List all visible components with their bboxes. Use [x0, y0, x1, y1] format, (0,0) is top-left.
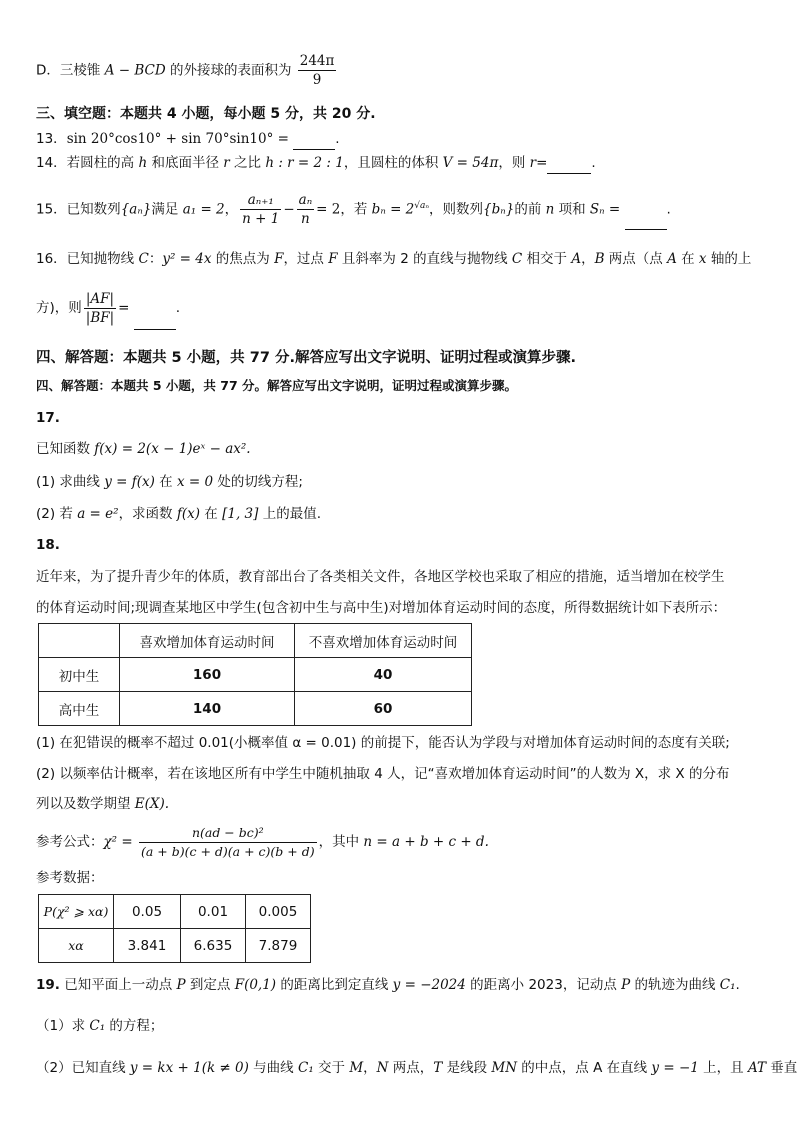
question-19 — [36, 974, 764, 996]
q15-text-3: ，若 — [340, 201, 372, 218]
surface-area-fraction — [298, 52, 337, 89]
q19-p2-N: N — [376, 1060, 389, 1076]
ref-cell: 0.01 — [181, 895, 246, 929]
ref-cell: xα — [39, 929, 114, 963]
q14-text-2: 和底面半径 — [147, 155, 224, 171]
q16-text: 16．已知抛物线 — [36, 251, 139, 267]
option-d-text-2: 的外接球的表面积为 — [165, 62, 296, 79]
ref-cell: 3.841 — [114, 929, 181, 963]
q16-den: |BF| — [85, 309, 115, 326]
ref-table-row — [39, 929, 311, 963]
ref-cell: 6.635 — [181, 929, 246, 963]
table-row — [39, 692, 472, 726]
q15-end: . — [666, 201, 671, 218]
q15-fraction-1 — [240, 191, 281, 228]
q14-end: . — [591, 155, 596, 171]
table-header-cell: 不喜欢增加体育运动时间 — [295, 624, 472, 658]
q16-F-2: F — [328, 251, 338, 267]
q16-text-9: 方)，则 — [36, 300, 82, 316]
q14-text: 14．若圆柱的高 — [36, 155, 139, 171]
section-4-title-repeat: 四、解答题：本题共 5 小题，共 77 分。解答应写出文字说明，证明过程或演算步骤。 — [36, 378, 518, 393]
q17-p2-interval: [1, 3] — [222, 506, 259, 522]
q19-p2-curve: C₁ — [297, 1060, 314, 1076]
q15-comma: ， — [224, 201, 239, 218]
q19-text-2: 到定点 — [185, 977, 235, 993]
q15-sn: Sₙ = — [589, 201, 625, 218]
ref-cell: 0.005 — [246, 895, 311, 929]
q16-text-3: ，过点 — [283, 251, 329, 267]
q15-sequence-a: {aₙ} — [120, 201, 152, 218]
table-header-cell — [39, 624, 120, 658]
q19-p1-curve: C₁ — [89, 1018, 106, 1034]
q18-data-table — [38, 623, 472, 726]
q18-part-2-line-2 — [36, 793, 764, 815]
q15-fraction-2 — [297, 191, 315, 228]
q19-p1-text-2: 的方程； — [105, 1018, 164, 1034]
q17-p2-fx: f(x) — [176, 506, 201, 522]
table-cell: 140 — [120, 692, 295, 726]
q18-reference-label: 参考数据： — [36, 870, 104, 886]
q16-ratio-fraction — [84, 290, 116, 327]
q16-end: . — [175, 300, 181, 316]
q19-p2-text-2: 与曲线 — [248, 1060, 298, 1076]
q14-text-3: 之比 — [229, 155, 266, 171]
q14-text-4: ，且圆柱的体积 — [343, 155, 443, 171]
q19-p2-comma: ， — [363, 1060, 377, 1076]
q15-answer-blank[interactable] — [625, 215, 667, 230]
table-cell: 初中生 — [39, 658, 120, 692]
q14-r-2: r — [529, 155, 537, 171]
q18-part-1: (1) 在犯错误的概率不超过 0.01(小概率值 α = 0.01) 的前提下，能否认为学段与对增加体育运动时间的态度有关联; — [36, 735, 730, 751]
chi-square: χ² = — [103, 834, 137, 850]
q19-number: 19. — [36, 977, 60, 993]
q17-p1-curve: y = f(x) — [104, 474, 155, 490]
formula-label: 参考公式： — [36, 834, 104, 850]
option-d-text: D．三棱锥 — [36, 62, 105, 79]
q19-fixed-point: F(0,1) — [234, 977, 277, 993]
q16-A-2: A — [667, 251, 677, 267]
table-cell: 160 — [120, 658, 295, 692]
q17-p1-x0: x = 0 — [176, 474, 214, 490]
q14-ratio: h : r = 2 : 1 — [265, 155, 344, 171]
q15-num-1: aₙ₊₁ — [240, 191, 281, 210]
q16-text-2: 的焦点为 — [211, 251, 275, 267]
table-row — [39, 658, 472, 692]
q17-p2-text-4: 上的最值. — [258, 506, 321, 522]
question-16-line-2 — [36, 286, 764, 330]
q19-p2-text-6: 的中点，点 A 在直线 — [517, 1060, 652, 1076]
table-cell: 40 — [295, 658, 472, 692]
q14-answer-blank[interactable] — [547, 159, 591, 174]
q15-num-2: aₙ — [298, 192, 313, 208]
q19-text: 已知平面上一动点 — [59, 977, 177, 993]
question-14 — [36, 152, 764, 174]
q13-expression: sin 20°cos10° + sin 70°sin10° = — [66, 131, 294, 147]
ref-cell: 0.05 — [114, 895, 181, 929]
q19-part-1 — [36, 1015, 764, 1037]
table-cell: 高中生 — [39, 692, 120, 726]
q14-eq: = — [536, 155, 548, 171]
q17-p1-text-3: 处的切线方程; — [213, 474, 303, 490]
ref-cell: P(χ² ⩾ xα) — [39, 895, 114, 929]
q19-text-3: 的距离比到定直线 — [276, 977, 393, 993]
section-4-title: 四、解答题：本题共 5 小题，共 77 分.解答应写出文字说明、证明过程或演算步骤. — [36, 350, 576, 366]
q16-eq: = — [118, 300, 134, 316]
q16-text-4: 且斜率为 2 的直线与抛物线 — [337, 251, 512, 267]
q19-part-2 — [36, 1057, 797, 1079]
q17-p1-text-2: 在 — [154, 474, 177, 490]
q19-p2-AT: AT — [747, 1060, 766, 1076]
q17-stem — [36, 438, 764, 460]
formula-n: n = a + b + c + d. — [363, 834, 489, 850]
q18-stem-1: 近年来，为了提升青少年的体质，教育部出台了各类相关文件，各地区学校也采取了相应的措施，适当增加在校学生 — [36, 569, 725, 585]
fraction-numerator: 244π — [299, 53, 335, 69]
q14-volume: V = 54π — [442, 155, 499, 171]
formula-text: ，其中 — [318, 834, 364, 850]
q16-text-5: 相交于 — [522, 251, 572, 267]
formula-numerator: n(ad − bc)² — [139, 824, 317, 843]
q17-text: 已知函数 — [36, 441, 95, 457]
question-15 — [36, 186, 764, 230]
q13-answer-blank[interactable] — [293, 135, 335, 150]
q17-p2-text-2: ，求函数 — [118, 506, 177, 522]
q16-A: A — [571, 251, 582, 267]
q19-P: P — [176, 977, 186, 993]
q19-p2-text-8: 垂直 — [765, 1060, 797, 1076]
q17-p2-text: (2) 若 — [36, 506, 78, 522]
q19-p2-text-4: 两点， — [388, 1060, 434, 1076]
q15-text-5: 的前 — [514, 201, 546, 218]
q19-fixed-line: y = −2024 — [392, 977, 466, 993]
q17-p1-text: (1) 求曲线 — [36, 474, 105, 490]
table-cell: 60 — [295, 692, 472, 726]
option-d — [36, 52, 764, 89]
q16-comma: ， — [581, 251, 595, 267]
q17-p2-a: a = e² — [77, 506, 119, 522]
ref-table-row — [39, 895, 311, 929]
q19-p2-text-7: 上，且 — [698, 1060, 748, 1076]
q16-C-2: C — [511, 251, 523, 267]
q19-text-5: 的轨迹为曲线 — [630, 977, 720, 993]
q19-p2-M: M — [349, 1060, 364, 1076]
q13-end: . — [335, 131, 340, 147]
table-header-row — [39, 624, 472, 658]
q19-p2-text-3: 交于 — [313, 1060, 350, 1076]
q16-x: x — [698, 251, 707, 267]
q15-text-4: ，则数列 — [429, 201, 484, 218]
q14-h: h — [138, 155, 148, 171]
q16-colon: ： — [148, 251, 163, 267]
fraction-denominator: 9 — [312, 72, 322, 88]
tetrahedron-label: A − BCD — [104, 62, 166, 79]
q18-p2-text: 列以及数学期望 — [36, 796, 135, 812]
q19-p2-text: （2）已知直线 — [36, 1060, 130, 1076]
question-16-line-1 — [36, 248, 764, 270]
q17-number: 17. — [36, 410, 60, 426]
question-13 — [36, 128, 764, 150]
table-header-cell: 喜欢增加体育运动时间 — [120, 624, 295, 658]
q19-text-4: 的距离小 2023，记动点 — [465, 977, 622, 993]
q13-label: 13． — [36, 131, 67, 147]
q15-den-2: n — [301, 211, 310, 227]
q19-p1-text: （1）求 — [36, 1018, 90, 1034]
q17-function: f(x) = 2(x − 1)eˣ − ax². — [94, 441, 251, 457]
q15-text-2: 满足 — [151, 201, 183, 218]
q19-p2-text-5: 是线段 — [442, 1060, 492, 1076]
q14-r: r — [223, 155, 230, 171]
q19-end: . — [735, 977, 740, 993]
formula-denominator: (a + b)(c + d)(a + c)(b + d) — [141, 843, 315, 859]
q18-number: 18. — [36, 537, 60, 553]
q15-n: n — [545, 201, 555, 218]
q16-text-8: 轴的上 — [706, 251, 752, 267]
q17-part-1 — [36, 471, 764, 493]
q19-p2-line: y = kx + 1(k ≠ 0) — [129, 1060, 249, 1076]
q16-B: B — [594, 251, 605, 267]
q15-bn: bₙ = 2 — [371, 201, 415, 218]
q16-answer-blank[interactable] — [134, 315, 176, 330]
q17-part-2 — [36, 503, 764, 525]
q16-text-7: 在 — [676, 251, 699, 267]
q15-minus: − — [283, 201, 295, 218]
q17-p2-text-3: 在 — [200, 506, 223, 522]
q14-text-5: ，则 — [498, 155, 530, 171]
q18-stem-2: 的体育运动时间;现调查某地区中学生(包含初中生与高中生)对增加体育运动时间的态度，所得数据统计如下表所示： — [36, 600, 727, 616]
q15-text: 15．已知数列 — [36, 201, 121, 218]
ref-cell: 7.879 — [246, 929, 311, 963]
q15-text-6: 项和 — [554, 201, 590, 218]
q15-den-1: n + 1 — [242, 211, 280, 227]
q19-curve: C₁ — [719, 977, 736, 993]
q19-P-2: P — [621, 977, 631, 993]
q16-num: |AF| — [84, 290, 116, 309]
q15-a1: a₁ = 2 — [182, 201, 225, 218]
q15-exponent: √aₙ — [414, 201, 430, 211]
chi-square-fraction — [139, 824, 317, 861]
section-3-title: 三、填空题：本题共 4 小题，每小题 5 分，共 20 分. — [36, 106, 376, 122]
q16-C: C — [138, 251, 149, 267]
q15-eq: = 2 — [316, 201, 341, 218]
q19-p2-MN: MN — [491, 1060, 518, 1076]
q18-expectation: E(X). — [134, 796, 170, 812]
q18-part-2-line-1: (2) 以频率估计概率，若在该地区所有中学生中随机抽取 4 人，记“喜欢增加体育运动时间”的人数为 X，求 X 的分布 — [36, 766, 730, 782]
q16-text-6: 两点（点 — [604, 251, 668, 267]
q18-formula — [36, 822, 764, 862]
q18-reference-table — [38, 894, 311, 963]
q19-p2-line-2: y = −1 — [651, 1060, 699, 1076]
q16-parabola: y² = 4x — [162, 251, 212, 267]
q16-F: F — [274, 251, 284, 267]
q19-p2-T: T — [433, 1060, 443, 1076]
q15-sequence-b: {bₙ} — [483, 201, 515, 218]
